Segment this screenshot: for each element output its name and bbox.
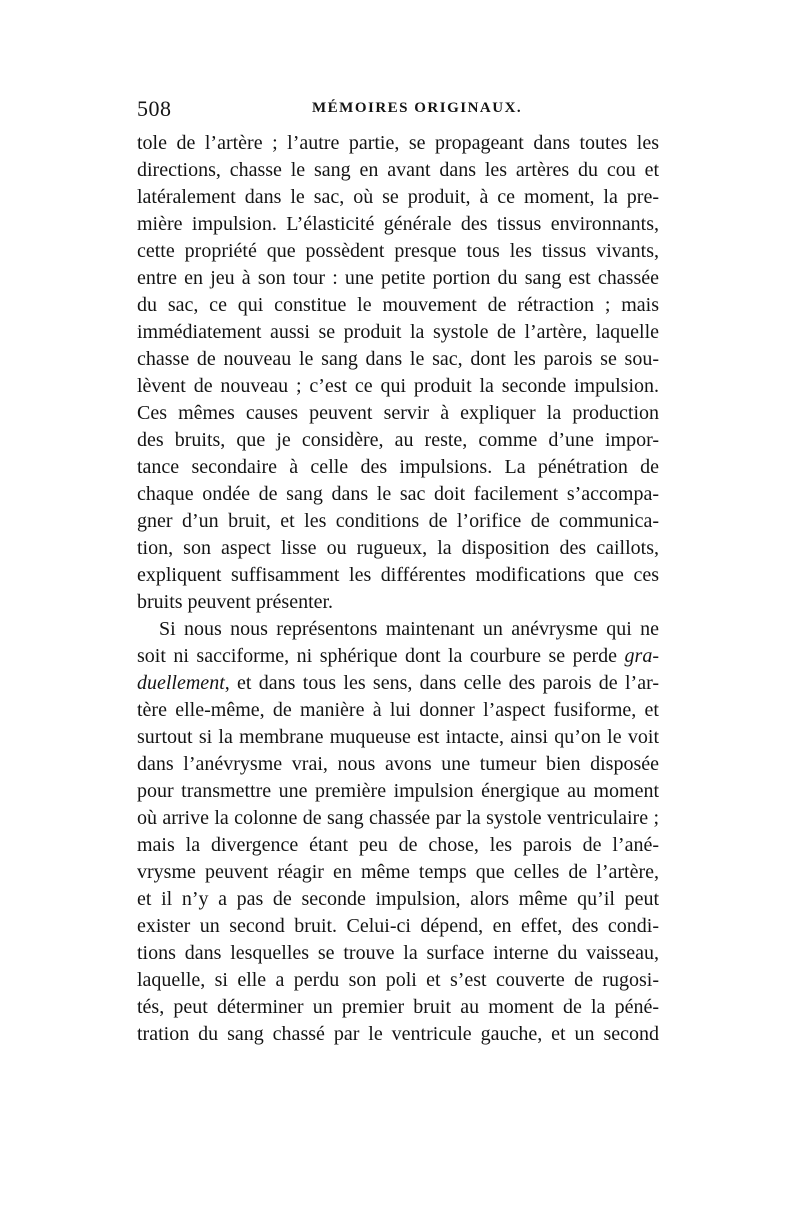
text-line: surtout si la membrane muqueuse est intacte, ainsi qu’on le voit [137, 726, 659, 748]
text-line: gner d’un bruit, et les conditions de l’orifice de communica- [137, 510, 659, 532]
text-line: mière impulsion. L’élasticité générale des tissus environnants, [137, 213, 659, 235]
text-line: tère elle-même, de manière à lui donner l’aspect fusiforme, et [137, 699, 659, 721]
text-line-with-italic [137, 643, 659, 670]
text-line: tés, peut déterminer un premier bruit au moment de la péné- [137, 996, 659, 1018]
page-number: 508 [137, 96, 172, 121]
text-line: mais la divergence étant peu de chose, les parois de l’ané- [137, 834, 659, 856]
italic-word: gra- [624, 645, 659, 667]
text-line: dans l’anévrysme vrai, nous avons une tumeur bien disposée [137, 753, 659, 775]
text-line: où arrive la colonne de sang chassée par la systole ventriculaire ; [137, 807, 659, 829]
text-line: vrysme peuvent réagir en même temps que celles de l’artère, [137, 861, 659, 883]
text-line: tration du sang chassé par le ventricule gauche, et un second [137, 1023, 659, 1045]
text-line: des bruits, que je considère, au reste, comme d’une impor- [137, 429, 659, 451]
text-line: exister un second bruit. Celui-ci dépend, en effet, des condi- [137, 915, 659, 937]
text-line: pour transmettre une première impulsion énergique au moment [137, 780, 659, 802]
text-line: lèvent de nouveau ; c’est ce qui produit la seconde impulsion. [137, 375, 659, 397]
text-line: du sac, ce qui constitue le mouvement de rétraction ; mais [137, 294, 659, 316]
body-text [137, 130, 659, 1048]
text-line: cette propriété que possèdent presque tous les tissus vivants, [137, 240, 659, 262]
text-line: immédiatement aussi se produit la systole de l’artère, laquelle [137, 321, 659, 343]
text-line: bruits peuvent présenter. [137, 591, 334, 613]
text-line: Si nous nous représentons maintenant un anévrysme qui ne [159, 618, 659, 640]
text-line: tole de l’artère ; l’autre partie, se propageant dans toutes les [137, 132, 659, 154]
text-line: entre en jeu à son tour : une petite portion du sang est chassée [137, 267, 659, 289]
text-line: tance secondaire à celle des impulsions. La pénétration de [137, 456, 659, 478]
text-line: laquelle, si elle a perdu son poli et s’est couverte de rugosi- [137, 969, 659, 991]
text-line: directions, chasse le sang en avant dans les artères du cou et [137, 159, 659, 181]
text-line: latéralement dans le sac, où se produit, à ce moment, la pre- [137, 186, 659, 208]
text-line: Ces mêmes causes peuvent servir à expliquer la production [137, 402, 659, 424]
text-line: expliquent suffisamment les différentes modifications que ces [137, 564, 659, 586]
text-line-with-italic [137, 670, 659, 697]
text-fragment: soit ni sacciforme, ni sphérique dont la courbure se perde [137, 645, 618, 667]
running-title: MÉMOIRES ORIGINAUX. [312, 100, 523, 116]
text-fragment: , et dans tous les sens, dans celle des parois de l’ar- [224, 672, 659, 694]
text-line: chasse de nouveau le sang dans le sac, dont les parois se sou- [137, 348, 659, 370]
italic-word: duellement [137, 672, 225, 694]
text-line: tions dans lesquelles se trouve la surface interne du vaisseau, [137, 942, 659, 964]
text-line: tion, son aspect lisse ou rugueux, la disposition des caillots, [137, 537, 659, 559]
text-line: chaque ondée de sang dans le sac doit facilement s’accompa- [137, 483, 659, 505]
text-line: et il n’y a pas de seconde impulsion, alors même qu’il peut [137, 888, 659, 910]
running-head [137, 96, 659, 126]
